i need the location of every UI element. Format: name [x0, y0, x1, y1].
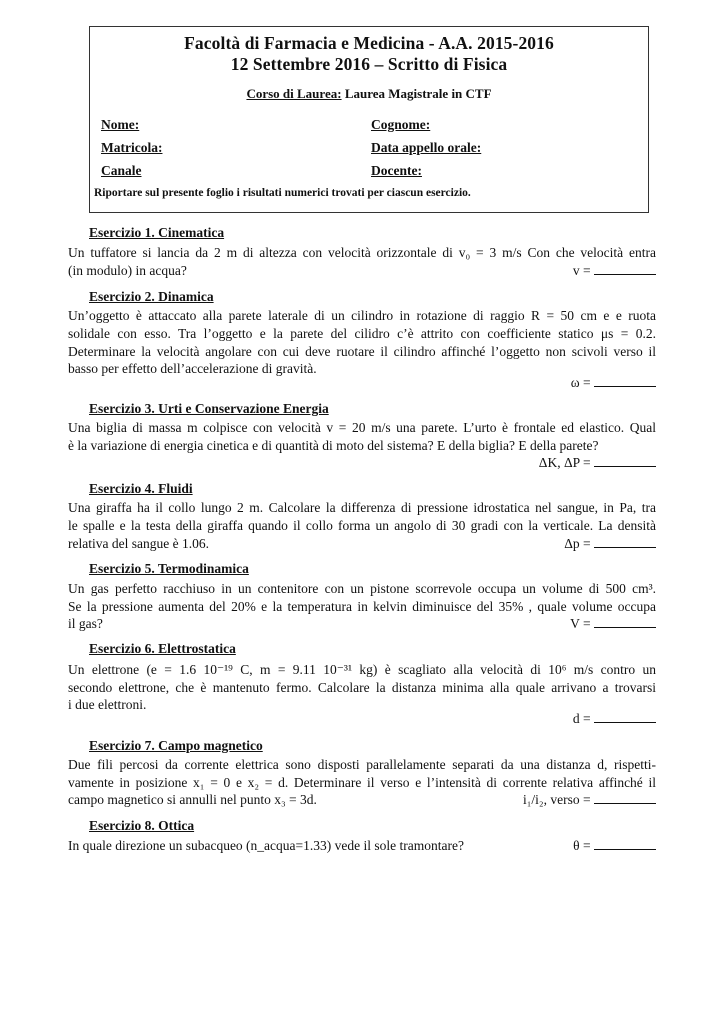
exercise-4-line: le spalle e la testa della giraffa quando il collo forma un angolo di 30 gradi con la verticale. La densità — [68, 518, 656, 533]
answer-blank — [594, 535, 656, 548]
exercise-8-line: In quale direzione un subacqueo (n_acqua=1.33) vede il sole tramontare? — [68, 838, 464, 853]
answer-label: i₁/i₂, verso = — [522, 792, 591, 807]
header-box — [89, 26, 649, 213]
exercise-2-answer — [571, 374, 656, 391]
field-cognome: Cognome: — [371, 117, 431, 132]
exercise-7-line: vamente in posizione x₁ = 0 e x₂ = d. Determinare il verso e l’intensità di corrente relativa affinché il — [68, 775, 656, 790]
answer-label: Δp = — [564, 536, 591, 551]
exercise-3-title: Esercizio 3. Urti e Conservazione Energia — [89, 401, 329, 416]
exercise-1-line: (in modulo) in acqua? — [68, 263, 187, 278]
exercise-2-line: Un’oggetto è attaccato alla parete laterale di un cilindro in rotazione di raggio R = 50 cm e e ruota — [68, 308, 656, 323]
answer-blank — [594, 791, 656, 804]
field-canale: Canale — [101, 163, 142, 178]
instructions-note: Riportare sul presente foglio i risultati numerici trovati per ciascun esercizio. — [94, 187, 471, 199]
course-label: Corso di Laurea: — [246, 86, 342, 101]
exercise-6-answer — [573, 710, 656, 727]
exercise-6-title: Esercizio 6. Elettrostatica — [89, 641, 236, 656]
answer-blank — [594, 710, 656, 723]
exercise-1-line: Un tuffatore si lancia da 2 m di altezza con velocità orizzontale di v₀ = 3 m/s Con che velocità entra — [68, 245, 656, 260]
exercise-2-title: Esercizio 2. Dinamica — [89, 289, 214, 304]
exercise-7-line: Due fili percosi da corrente elettrica sono disposti parallelamente separati da una distanza d, rispetti- — [68, 757, 656, 772]
exercise-8-title: Esercizio 8. Ottica — [89, 818, 195, 833]
answer-label: ΔK, ΔP = — [538, 455, 591, 470]
exercise-4-title: Esercizio 4. Fluidi — [89, 481, 193, 496]
answer-blank — [594, 615, 656, 628]
exam-subtitle: 12 Settembre 2016 – Scritto di Fisica — [230, 54, 508, 74]
exercise-6-line: Un elettrone (e = 1.6 10⁻¹⁹ C, m = 9.11 10⁻³¹ kg) è scagliato alla velocità di 10⁶ m/s contro un — [68, 662, 656, 677]
answer-label: d = — [572, 711, 591, 726]
exam-title: Facoltà di Farmacia e Medicina - A.A. 2015-2016 — [184, 33, 554, 53]
answer-label: θ = — [573, 838, 591, 853]
course-line — [90, 86, 648, 102]
exercise-3-answer — [539, 454, 656, 471]
field-docente: Docente: — [371, 163, 422, 178]
exercise-5-title: Esercizio 5. Termodinamica — [89, 561, 249, 576]
exercise-7-answer — [523, 791, 656, 808]
answer-label: ω = — [570, 375, 591, 390]
answer-label: v = — [572, 263, 591, 278]
field-nome: Nome: — [101, 117, 140, 132]
exercise-5-answer — [570, 615, 656, 632]
exercise-3-line: Una biglia di massa m colpisce con velocità v = 20 m/s una parete. L’urto è frontale ed elastico. Qual — [68, 420, 656, 435]
exercise-1-answer — [573, 262, 656, 279]
course-value: Laurea Magistrale in CTF — [341, 86, 492, 101]
answer-blank — [594, 454, 656, 467]
exercise-7-title: Esercizio 7. Campo magnetico — [89, 738, 263, 753]
exercise-2-line: solidale con esso. Tra l’oggetto e la parete del cilidro c’è attrito con coefficiente statico μs = 0.2. — [68, 326, 656, 341]
exercise-6-line: secondo elettrone, che è mantenuto fermo. Calcolare la distanza minima alla quale arrivano a trovarsi — [68, 680, 656, 695]
exercise-2-line: basso per effetto dell’accelerazione di gravità. — [68, 361, 317, 376]
field-data-appello: Data appello orale: — [371, 140, 482, 155]
exercise-4-answer — [564, 535, 656, 552]
field-matricola: Matricola: — [101, 140, 163, 155]
answer-label: V = — [570, 616, 591, 631]
exercise-4-line: relativa del sangue è 1.06. — [68, 536, 209, 551]
exercise-2-line: Determinare la velocità angolare con cui deve ruotare il cilindro affinché l’oggetto non scivoli verso il — [68, 344, 656, 359]
exercise-5-line: il gas? — [68, 616, 103, 631]
answer-blank — [594, 837, 656, 850]
exercise-5-line: Un gas perfetto racchiuso in un contenitore con un pistone scorrevole occupa un volume di 500 cm³. — [68, 581, 656, 596]
exercise-3-line: è la variazione di energia cinetica e di quantità di moto del sistema? E della biglia? E della parete? — [68, 438, 599, 453]
answer-blank — [594, 374, 656, 387]
exercise-1-title: Esercizio 1. Cinematica — [89, 225, 225, 240]
exercise-6-line: i due elettroni. — [68, 697, 147, 712]
answer-blank — [594, 262, 656, 275]
exercise-8-answer — [573, 837, 656, 854]
exercise-4-line: Una giraffa ha il collo lungo 2 m. Calcolare la differenza di pressione idrostatica nel sangue, in Pa, tra — [68, 500, 656, 515]
exercise-7-line: campo magnetico si annulli nel punto x₃ = 3d. — [68, 792, 317, 807]
exercise-5-line: Se la pressione aumenta del 20% e la temperatura in kelvin diminuisce del 35% , quale volume occupa — [68, 599, 656, 614]
